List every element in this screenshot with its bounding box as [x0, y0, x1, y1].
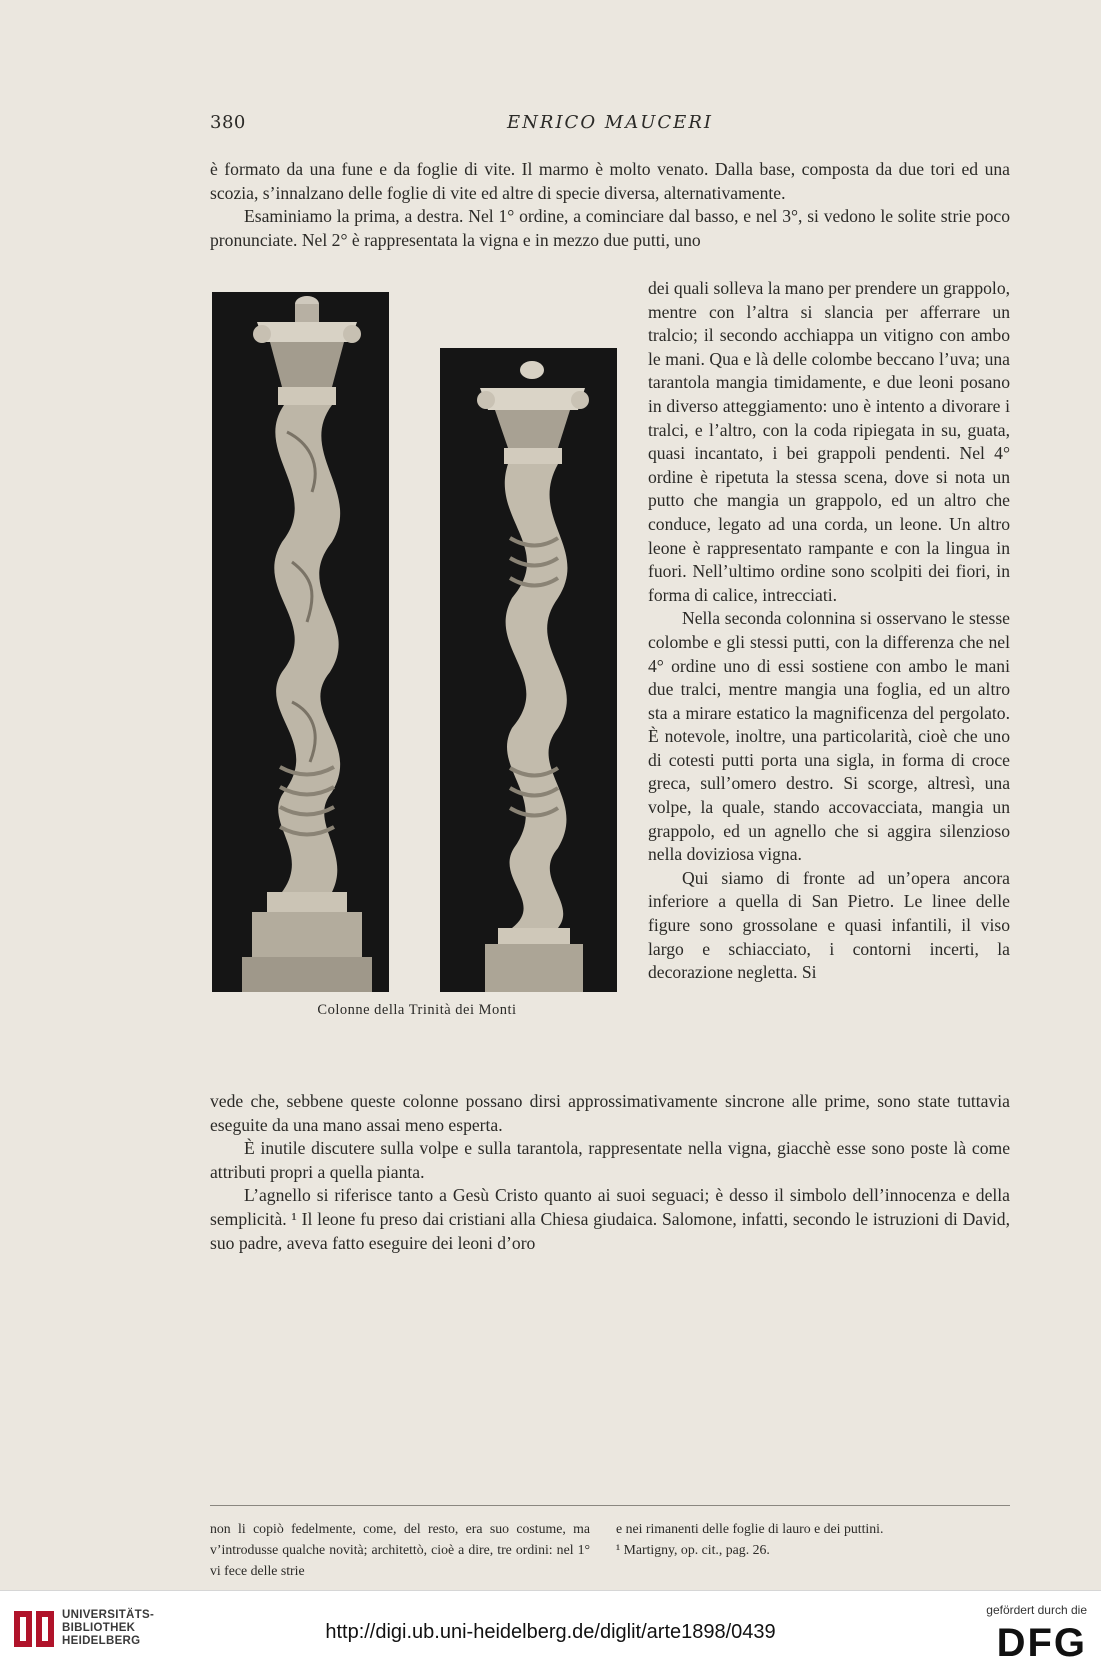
- permalink-url[interactable]: http://digi.ub.uni-heidelberg.de/diglit/arte1898/0439: [325, 1621, 776, 1643]
- figure-caption: Colonne della Trinità dei Monti: [317, 1002, 517, 1018]
- page-header: [210, 112, 1010, 136]
- column-photo-right: [440, 348, 617, 992]
- footnote-continuation: non li copiò fedelmente, come, del resto, era suo costume, ma v’introdusse qualche novità; architettò, cioè a dire, tre ordini: nel 1° vi fece delle strie: [210, 1521, 590, 1578]
- library-name-line: BIBLIOTHEK: [62, 1622, 136, 1634]
- paragraph: L’agnello si riferisce tanto a Gesù Cristo quanto ai suoi seguaci; è desso il simbolo dell’innocenza e della semplicità. ¹ Il leone fu preso dai cristiani alla Chiesa giudaica. Salomone, infatti, secondo le istruzioni di David, suo padre, aveva fatto eseguire dei leoni d’oro: [210, 1185, 1010, 1253]
- twisted-column-image: [212, 292, 389, 992]
- sponsor-note: gefördert durch die: [986, 1603, 1087, 1617]
- paragraph: è formato da una fune e da foglie di vite. Il marmo è molto venato. Dalla base, composta da due tori ed una scozia, s’innalzano delle foglie di vite ed altre di specie diversa, alternativamente.: [210, 159, 1010, 203]
- library-name-line: HEIDELBERG: [62, 1635, 141, 1647]
- paragraph: Esaminiamo la prima, a destra. Nel 1° ordine, a cominciare dal basso, e nel 3°, si vedono le solite strie poco pronunciate. Nel 2° è rappresentata la vigna e in mezzo due putti, uno: [210, 206, 1010, 250]
- column-photo-left: [212, 292, 389, 992]
- footnote-right: [616, 1518, 1010, 1560]
- running-head: ENRICO MAUCERI: [507, 112, 713, 133]
- paragraph: vede che, sebbene queste colonne possano dirsi approssimativamente sincrone alle prime, sono state tuttavia eseguite da una mano assai meno esperta.: [210, 1091, 1010, 1135]
- footnote-line: e nei rimanenti delle foglie di lauro e dei puttini.: [616, 1521, 884, 1536]
- page-number: 380: [210, 112, 246, 133]
- paragraph: Qui siamo di fronte ad un’opera ancora inferiore a quella di San Pietro. Le linee delle figure sono grossolane e quasi infantili, il viso largo e schiacciato, i contorni incerti, la decorazione negletta. Si: [648, 867, 1010, 983]
- body-text-bottom: [210, 1090, 1010, 1255]
- body-text-top: [210, 158, 1010, 252]
- footnote-1: ¹ Martigny, op. cit., pag. 26.: [616, 1542, 770, 1557]
- digitization-footer: [0, 1590, 1101, 1670]
- paragraph: È inutile discutere sulla volpe e sulla tarantola, rappresentate nella vigna, giacchè esse sono poste là come attributi propri a quella pianta.: [210, 1138, 1010, 1182]
- body-text-right-column: [648, 277, 1010, 985]
- footnote-separator: [210, 1505, 1010, 1506]
- dfg-logo: DFG: [996, 1621, 1087, 1665]
- columns-figure: [212, 292, 622, 1027]
- paragraph: Nella seconda colonnina si osservano le stesse colombe e gli stessi putti, con la differenza che nel 4° ordine uno di essi sostiene con ambo le mani due tralci, mentre mangia una foglia, ed un altro sta a mirare estatico la magnificenza del pergolato. È notevole, inoltre, una particolarità, cioè che uno di cotesti putti porta una sigla, in forma di croce greca, sull’omero destro. Si scorge, altresì, una volpe, la quale, stando accovacciata, mangia un grappolo, ed un agnello che si aggira silenzioso nella doviziosa vigna.: [648, 608, 1010, 865]
- twisted-column-image: [440, 348, 617, 992]
- library-name-line: UNIVERSITÄTS-: [62, 1609, 155, 1621]
- paragraph: dei quali solleva la mano per prendere un grappolo, mentre con l’altra si slancia per afferrare un tralcio; il secondo acchiappa un vitigno con ambo le mani. Qua e là delle colombe beccano l’uva; una tarantola mangia timidamente, e due leoni posano in diverso atteggiamento: uno è intento a divorare i tralci, e l’altro, con la coda ripiegata in su, guata, quasi incantato, i bei grappoli pendenti. Nel 4° ordine è ripetuta la stessa scena, dove si nota un putto che mangia un grappolo, ed un altro che conduce, legato ad una corda, un leone. Un altro leone è rappresentato rampante e con la lingua in fuori. Nell’ultimo ordine sono scolpiti dei fiori, in forma di calice, intrecciati.: [648, 278, 1011, 605]
